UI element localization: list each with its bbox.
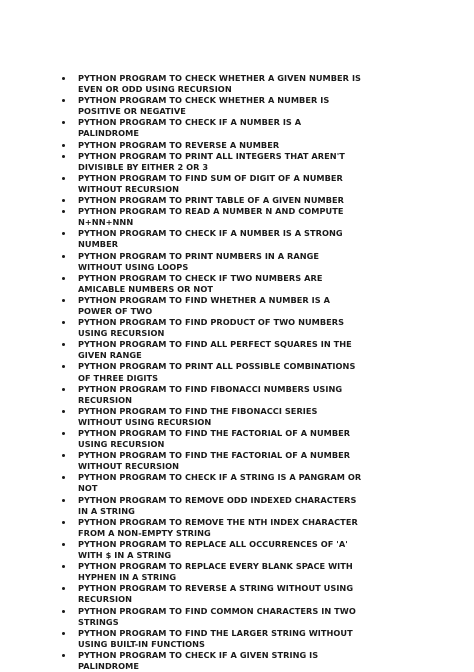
- list-item-text: PYTHON PROGRAM TO PRINT TABLE OF A GIVEN NUMBER: [78, 195, 344, 206]
- list-item: [62, 151, 362, 173]
- list-item-text: PYTHON PROGRAM TO CHECK IF A NUMBER IS A STRONG NUMBER: [78, 228, 343, 250]
- list-item: [62, 583, 362, 605]
- list-item: [62, 117, 362, 139]
- bullet: [62, 388, 65, 391]
- list-item: [62, 539, 362, 561]
- bullet: [62, 155, 65, 158]
- bullet: [62, 654, 65, 657]
- list-item-text: PYTHON PROGRAM TO FIND THE FACTORIAL OF A NUMBER USING RECURSION: [78, 428, 351, 450]
- list-item-text: PYTHON PROGRAM TO FIND THE LARGER STRING WITHOUT USING BUILT-IN FUNCTIONS: [78, 627, 353, 649]
- list-item: [62, 317, 362, 339]
- list-item-text: PYTHON PROGRAM TO CHECK WHETHER A GIVEN NUMBER IS EVEN OR ODD USING RECURSION: [78, 73, 361, 95]
- list-item: [62, 561, 362, 583]
- bullet: [62, 277, 65, 280]
- list-item: [62, 495, 362, 517]
- list-item-text: PYTHON PROGRAM TO FIND WHETHER A NUMBER IS A POWER OF TWO: [78, 294, 331, 316]
- list-item-text: PYTHON PROGRAM TO FIND SUM OF DIGIT OF A NUMBER WITHOUT RECURSION: [78, 172, 343, 194]
- bullet: [62, 499, 65, 502]
- list-item: [62, 450, 362, 472]
- list-item: [62, 273, 362, 295]
- bullet: [62, 121, 65, 124]
- list-item-text: PYTHON PROGRAM TO REMOVE THE NTH INDEX CHARACTER FROM A NON-EMPTY STRING: [78, 516, 358, 538]
- list-item: [62, 73, 362, 95]
- list-item: [62, 206, 362, 228]
- list-item-text: PYTHON PROGRAM TO FIND COMMON CHARACTERS IN TWO STRINGS: [78, 605, 356, 627]
- list-item-text: PYTHON PROGRAM TO FIND ALL PERFECT SQUARES IN THE GIVEN RANGE: [78, 339, 352, 361]
- bullet: [62, 99, 65, 102]
- bullet: [62, 255, 65, 258]
- bullet: [62, 343, 65, 346]
- bullet: [62, 432, 65, 435]
- bullet: [62, 299, 65, 302]
- list-item-text: PYTHON PROGRAM TO PRINT NUMBERS IN A RANGE WITHOUT USING LOOPS: [78, 250, 320, 272]
- bullet: [62, 321, 65, 324]
- program-list: [62, 73, 362, 672]
- list-item: [62, 650, 362, 672]
- list-item-text: PYTHON PROGRAM TO CHECK IF A GIVEN STRING IS PALINDROME: [78, 649, 319, 671]
- bullet: [62, 232, 65, 235]
- bullet: [62, 177, 65, 180]
- list-item-text: PYTHON PROGRAM TO FIND THE FIBONACCI SERIES WITHOUT USING RECURSION: [78, 405, 318, 427]
- list-item-text: PYTHON PROGRAM TO CHECK IF A STRING IS A PANGRAM OR NOT: [78, 472, 362, 494]
- list-item: [62, 628, 362, 650]
- bullet: [62, 476, 65, 479]
- list-item: [62, 173, 362, 195]
- bullet: [62, 587, 65, 590]
- bullet: [62, 410, 65, 413]
- list-item: [62, 228, 362, 250]
- bullet: [62, 632, 65, 635]
- bullet: [62, 210, 65, 213]
- list-item-text: PYTHON PROGRAM TO PRINT ALL INTEGERS THAT AREN'T DIVISIBLE BY EITHER 2 OR 3: [78, 150, 345, 172]
- list-item: [62, 339, 362, 361]
- bullet: [62, 565, 65, 568]
- list-item-text: PYTHON PROGRAM TO FIND FIBONACCI NUMBERS USING RECURSION: [78, 383, 343, 405]
- list-item: [62, 195, 362, 206]
- list-item-text: PYTHON PROGRAM TO PRINT ALL POSSIBLE COMBINATIONS OF THREE DIGITS: [78, 361, 356, 383]
- list-item: [62, 384, 362, 406]
- list-item-text: PYTHON PROGRAM TO FIND THE FACTORIAL OF A NUMBER WITHOUT RECURSION: [78, 450, 351, 472]
- list-item: [62, 428, 362, 450]
- list-item: [62, 361, 362, 383]
- bullet: [62, 365, 65, 368]
- list-item-text: PYTHON PROGRAM TO READ A NUMBER N AND COMPUTE N+NN+NNN: [78, 206, 344, 228]
- list-item: [62, 606, 362, 628]
- list-item-text: PYTHON PROGRAM TO REPLACE EVERY BLANK SPACE WITH HYPHEN IN A STRING: [78, 561, 353, 583]
- list-item-text: PYTHON PROGRAM TO CHECK IF TWO NUMBERS ARE AMICABLE NUMBERS OR NOT: [78, 272, 323, 294]
- bullet: [62, 144, 65, 147]
- list-item: [62, 295, 362, 317]
- list-item: [62, 95, 362, 117]
- bullet: [62, 521, 65, 524]
- list-item-text: PYTHON PROGRAM TO REVERSE A NUMBER: [78, 139, 280, 150]
- bullet: [62, 543, 65, 546]
- list-item-text: PYTHON PROGRAM TO REMOVE ODD INDEXED CHARACTERS IN A STRING: [78, 494, 357, 516]
- bullet: [62, 610, 65, 613]
- list-item: [62, 472, 362, 494]
- bullet: [62, 199, 65, 202]
- list-item-text: PYTHON PROGRAM TO REPLACE ALL OCCURRENCES OF 'A' WITH $ IN A STRING: [78, 538, 348, 561]
- list-item: [62, 140, 362, 151]
- list-item: [62, 251, 362, 273]
- list-item: [62, 406, 362, 428]
- list-item-text: PYTHON PROGRAM TO FIND PRODUCT OF TWO NUMBERS USING RECURSION: [78, 317, 345, 339]
- list-item-text: PYTHON PROGRAM TO CHECK IF A NUMBER IS A PALINDROME: [78, 117, 302, 139]
- list-item-text: PYTHON PROGRAM TO REVERSE A STRING WITHOUT USING RECURSION: [78, 583, 354, 605]
- bullet: [62, 77, 65, 80]
- list-item-text: PYTHON PROGRAM TO CHECK WHETHER A NUMBER IS POSITIVE OR NEGATIVE: [78, 95, 330, 117]
- bullet: [62, 454, 65, 457]
- list-item: [62, 517, 362, 539]
